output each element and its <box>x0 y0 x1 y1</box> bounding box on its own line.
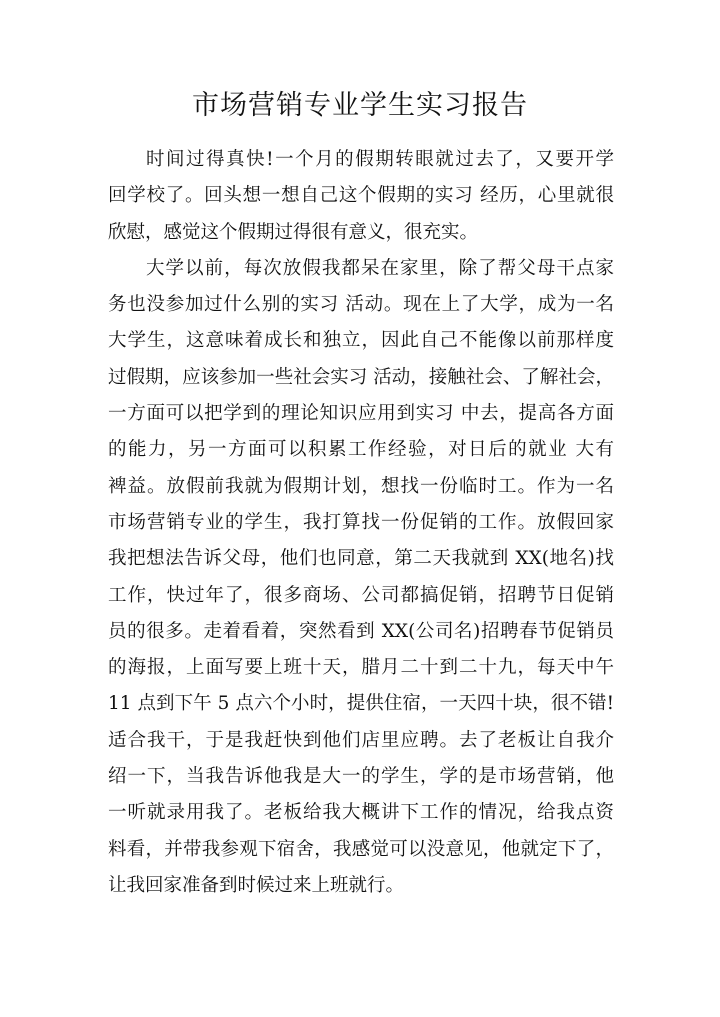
text-line: 的海报，上面写要上班十天，腊月二十到二十九，每天中午 <box>108 657 614 679</box>
text-line: 料看，并带我参观下宿舍，我感觉可以没意见，他就定下了， <box>108 838 614 860</box>
page-title: 市场营销专业学生实习报告 <box>192 90 528 121</box>
text-line: 大学以前，每次放假我都呆在家里，除了帮父母干点家 <box>146 257 614 279</box>
text-line: 过假期，应该参加一些社会实习 活动，接触社会、了解社会， <box>108 366 614 388</box>
text-line: 回学校了。回头想一想自己这个假期的实习 经历，心里就很 <box>108 185 614 207</box>
text-line: 大学生，这意味着成长和独立，因此自己不能像以前那样度 <box>108 330 614 352</box>
text-line: 我把想法告诉父母，他们也同意，第二天我就到 XX(地名)找 <box>108 548 614 570</box>
text-line: 市场营销专业的学生，我打算找一份促销的工作。放假回家 <box>108 511 614 533</box>
text-line: 一方面可以把学到的理论知识应用到实习 中去，提高各方面 <box>108 403 614 425</box>
text-line: 的能力，另一方面可以积累工作经验，对日后的就业 大有 <box>108 439 614 461</box>
text-line: 裨益。放假前我就为假期计划，想找一份临时工。作为一名 <box>108 475 614 497</box>
text-line: 绍一下，当我告诉他我是大一的学生，学的是市场营销，他 <box>108 766 614 788</box>
text-line: 让我回家准备到时候过来上班就行。 <box>108 874 405 896</box>
text-line: 适合我干，于是我赶快到他们店里应聘。去了老板让自我介 <box>108 729 614 751</box>
text-line: 务也没参加过什么别的实习 活动。现在上了大学，成为一名 <box>108 294 614 316</box>
text-line: 欣慰，感觉这个假期过得很有意义，很充实。 <box>108 221 479 243</box>
text-line: 工作，快过年了，很多商场、公司都搞促销，招聘节日促销 <box>108 584 614 606</box>
text-line: 一听就录用我了。老板给我大概讲下工作的情况，给我点资 <box>108 802 614 824</box>
text-line: 11 点到下午 5 点六个小时，提供住宿，一天四十块，很不错! <box>108 693 614 715</box>
text-line: 时间过得真快!一个月的假期转眼就过去了，又要开学 <box>146 149 614 170</box>
text-line: 员的很多。走着看着，突然看到 XX(公司名)招聘春节促销员 <box>108 620 614 642</box>
report-body <box>108 142 614 904</box>
